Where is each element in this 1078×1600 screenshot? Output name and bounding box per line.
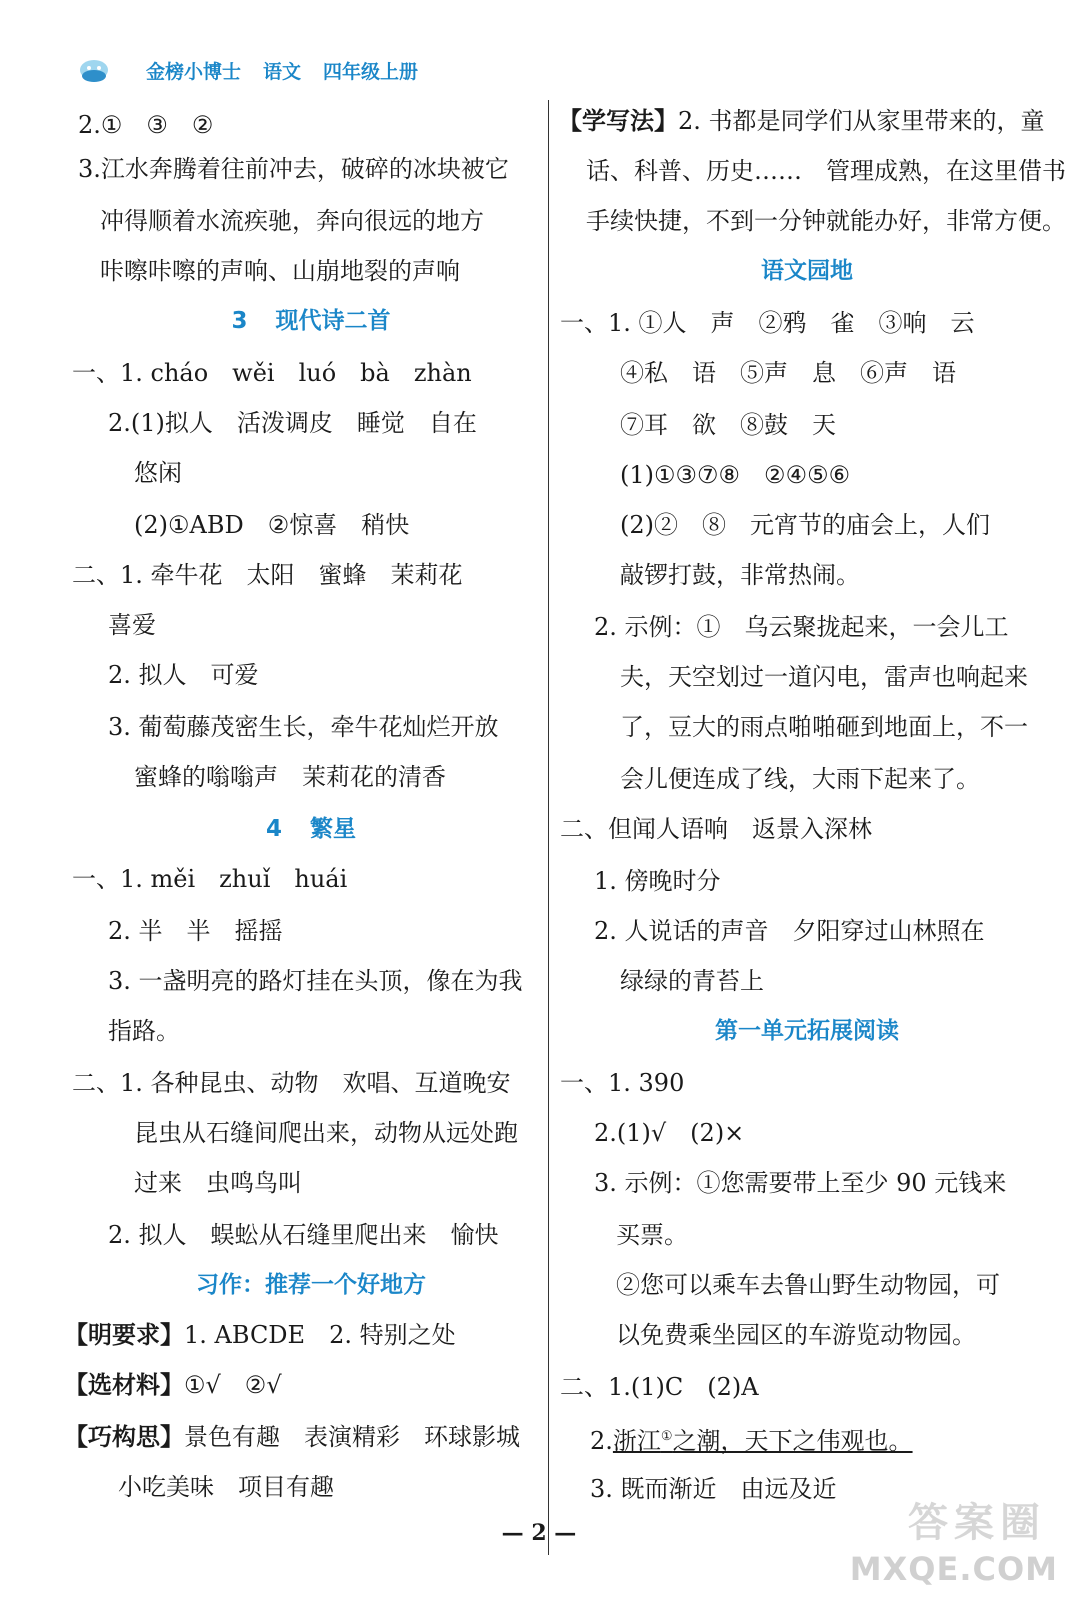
- answer-line: ②您可以乘车去鲁山野生动物园，可: [616, 1271, 1000, 1299]
- answer-line: 过来 虫鸣鸟叫: [134, 1169, 302, 1197]
- answer-line: 敲锣打鼓，非常热闹。: [620, 561, 860, 589]
- header: [78, 52, 440, 88]
- answer-text: 景色有趣 表演精彩 环球影城: [184, 1423, 520, 1451]
- page-number: — 2 —: [501, 1520, 577, 1546]
- answer-line: 小吃美味 项目有趣: [118, 1473, 334, 1501]
- answer-line: 2. 人说话的声音 夕阳穿过山林照在: [594, 917, 985, 945]
- answer-line: 2. 示例：① 乌云聚拢起来，一会儿工: [594, 613, 1009, 641]
- answer-line: 3. 示例：①您需要带上至少 90 元钱来: [594, 1169, 1007, 1197]
- answer-line: [64, 1412, 520, 1462]
- watermark-url: MXQE.COM: [849, 1550, 1058, 1588]
- answer-line: (2)①ABD ②惊喜 稍快: [134, 511, 410, 539]
- subject-label: 语文: [263, 60, 302, 83]
- section-title-3: [72, 296, 550, 346]
- answer-line: [558, 96, 1045, 146]
- answer-line: 悠闲: [134, 459, 182, 487]
- answer-line: [590, 1412, 913, 1462]
- answer-text: 2. 书都是同学们从家里带来的，童: [678, 107, 1045, 135]
- answer-line: 3. 既而渐近 由远及近: [590, 1475, 837, 1503]
- underlined-quote: [613, 1427, 913, 1455]
- section-title-text: 繁星: [310, 816, 356, 842]
- answer-line: 一、1. cháo wěi luó bà zhàn: [72, 359, 472, 387]
- answer-line: [64, 1310, 456, 1360]
- section-tag: 【学写法】: [558, 106, 678, 135]
- section-tag: 【选材料】: [64, 1370, 184, 1399]
- answer-line: 夫，天空划过一道闪电，雷声也响起来: [620, 663, 1028, 691]
- quote-text: 浙江: [612, 1427, 661, 1455]
- watermark-logo-text: 答案圈: [908, 1500, 1046, 1546]
- answer-line: 2. 拟人 可爱: [108, 661, 259, 689]
- answer-line: 冲得顺着水流疾驰，奔向很远的地方: [100, 207, 484, 235]
- answer-line: 二、1. 各种昆虫、动物 欢唱、互道晚安: [72, 1069, 511, 1097]
- answer-line: 3. 葡萄藤茂密生长，牵牛花灿烂开放: [108, 713, 499, 741]
- section-title-writing: 习作：推荐一个好地方: [196, 1272, 426, 1298]
- answer-line: 二、1.(1)C (2)A: [560, 1373, 759, 1401]
- answer-line: 了，豆大的雨点啪啪砸到地面上，不一: [620, 713, 1028, 741]
- answer-line: 会儿便连成了线，大雨下起来了。: [620, 765, 980, 793]
- section-title-extended-reading: 第一单元拓展阅读: [715, 1018, 899, 1044]
- section-number: 4: [265, 816, 282, 842]
- answer-line: 2. 半 半 摇摇: [108, 917, 283, 945]
- answer-number: 2.: [590, 1427, 613, 1455]
- answer-line: 二、1. 牵牛花 太阳 蜜蜂 茉莉花: [72, 561, 463, 589]
- answer-line: 买票。: [616, 1221, 688, 1249]
- section-title-text: 现代诗二首: [275, 308, 391, 334]
- answer-line: 3.江水奔腾着往前冲去，破碎的冰块被它: [78, 155, 509, 183]
- answer-line: 3. 一盏明亮的路灯挂在头顶，像在为我: [108, 967, 523, 995]
- answer-line: 二、但闻人语响 返景入深林: [560, 815, 872, 843]
- answer-line: [64, 1360, 282, 1410]
- section-tag: 【巧构思】: [64, 1422, 184, 1451]
- answer-line: 一、1. ①人 声 ②鸦 雀 ③响 云: [560, 309, 975, 337]
- answer-line: 指路。: [108, 1017, 180, 1045]
- quote-text: 之潮，天下之伟观也。: [672, 1427, 913, 1455]
- answer-line: 2.(1)√ (2)×: [594, 1119, 745, 1147]
- answer-line: 2. 拟人 蜈蚣从石缝里爬出来 愉快: [108, 1221, 499, 1249]
- answer-line: 2.(1)拟人 活泼调皮 睡觉 自在: [108, 409, 477, 437]
- answer-text: ①√ ②√: [184, 1371, 282, 1399]
- answer-line: 以免费乘坐园区的车游览动物园。: [616, 1321, 976, 1349]
- answer-line: 喜爱: [108, 611, 156, 639]
- answer-line: 蜜蜂的嗡嗡声 茉莉花的清香: [134, 763, 446, 791]
- grade-label: 四年级上册: [323, 60, 419, 83]
- answer-line: 手续快捷，不到一分钟就能办好，非常方便。: [586, 207, 1066, 235]
- section-number: 3: [231, 308, 248, 334]
- answer-line: 昆虫从石缝间爬出来，动物从远处跑: [134, 1119, 518, 1147]
- answer-line: 话、科普、历史…… 管理成熟，在这里借书: [586, 157, 1066, 185]
- answer-line: (1)①③⑦⑧ ②④⑤⑥: [620, 461, 851, 489]
- answer-line: 1. 傍晚时分: [594, 867, 721, 895]
- answer-line: 一、1. 390: [560, 1069, 685, 1097]
- answer-text: 1. ABCDE 2. 特别之处: [184, 1321, 456, 1349]
- answer-line: 2.① ③ ②: [78, 111, 214, 139]
- answer-line: ⑦耳 欲 ⑧鼓 天: [620, 411, 836, 439]
- section-title-garden: 语文园地: [761, 258, 853, 284]
- section-tag: 【明要求】: [64, 1320, 184, 1349]
- answer-line: ④私 语 ⑤声 息 ⑥声 语: [620, 359, 956, 387]
- section-title-4: [72, 804, 550, 854]
- brand-name: 金榜小博士: [146, 60, 242, 83]
- footnote-mark: ①: [660, 1429, 673, 1444]
- answer-line: 咔嚓咔嚓的声响、山崩地裂的声响: [100, 257, 460, 285]
- answer-line: 一、1. měi zhuǐ huái: [72, 865, 348, 893]
- cloud-mascot-icon: [78, 56, 110, 84]
- answer-line: (2)② ⑧ 元宵节的庙会上，人们: [620, 511, 990, 539]
- answer-line: 绿绿的青苔上: [620, 967, 764, 995]
